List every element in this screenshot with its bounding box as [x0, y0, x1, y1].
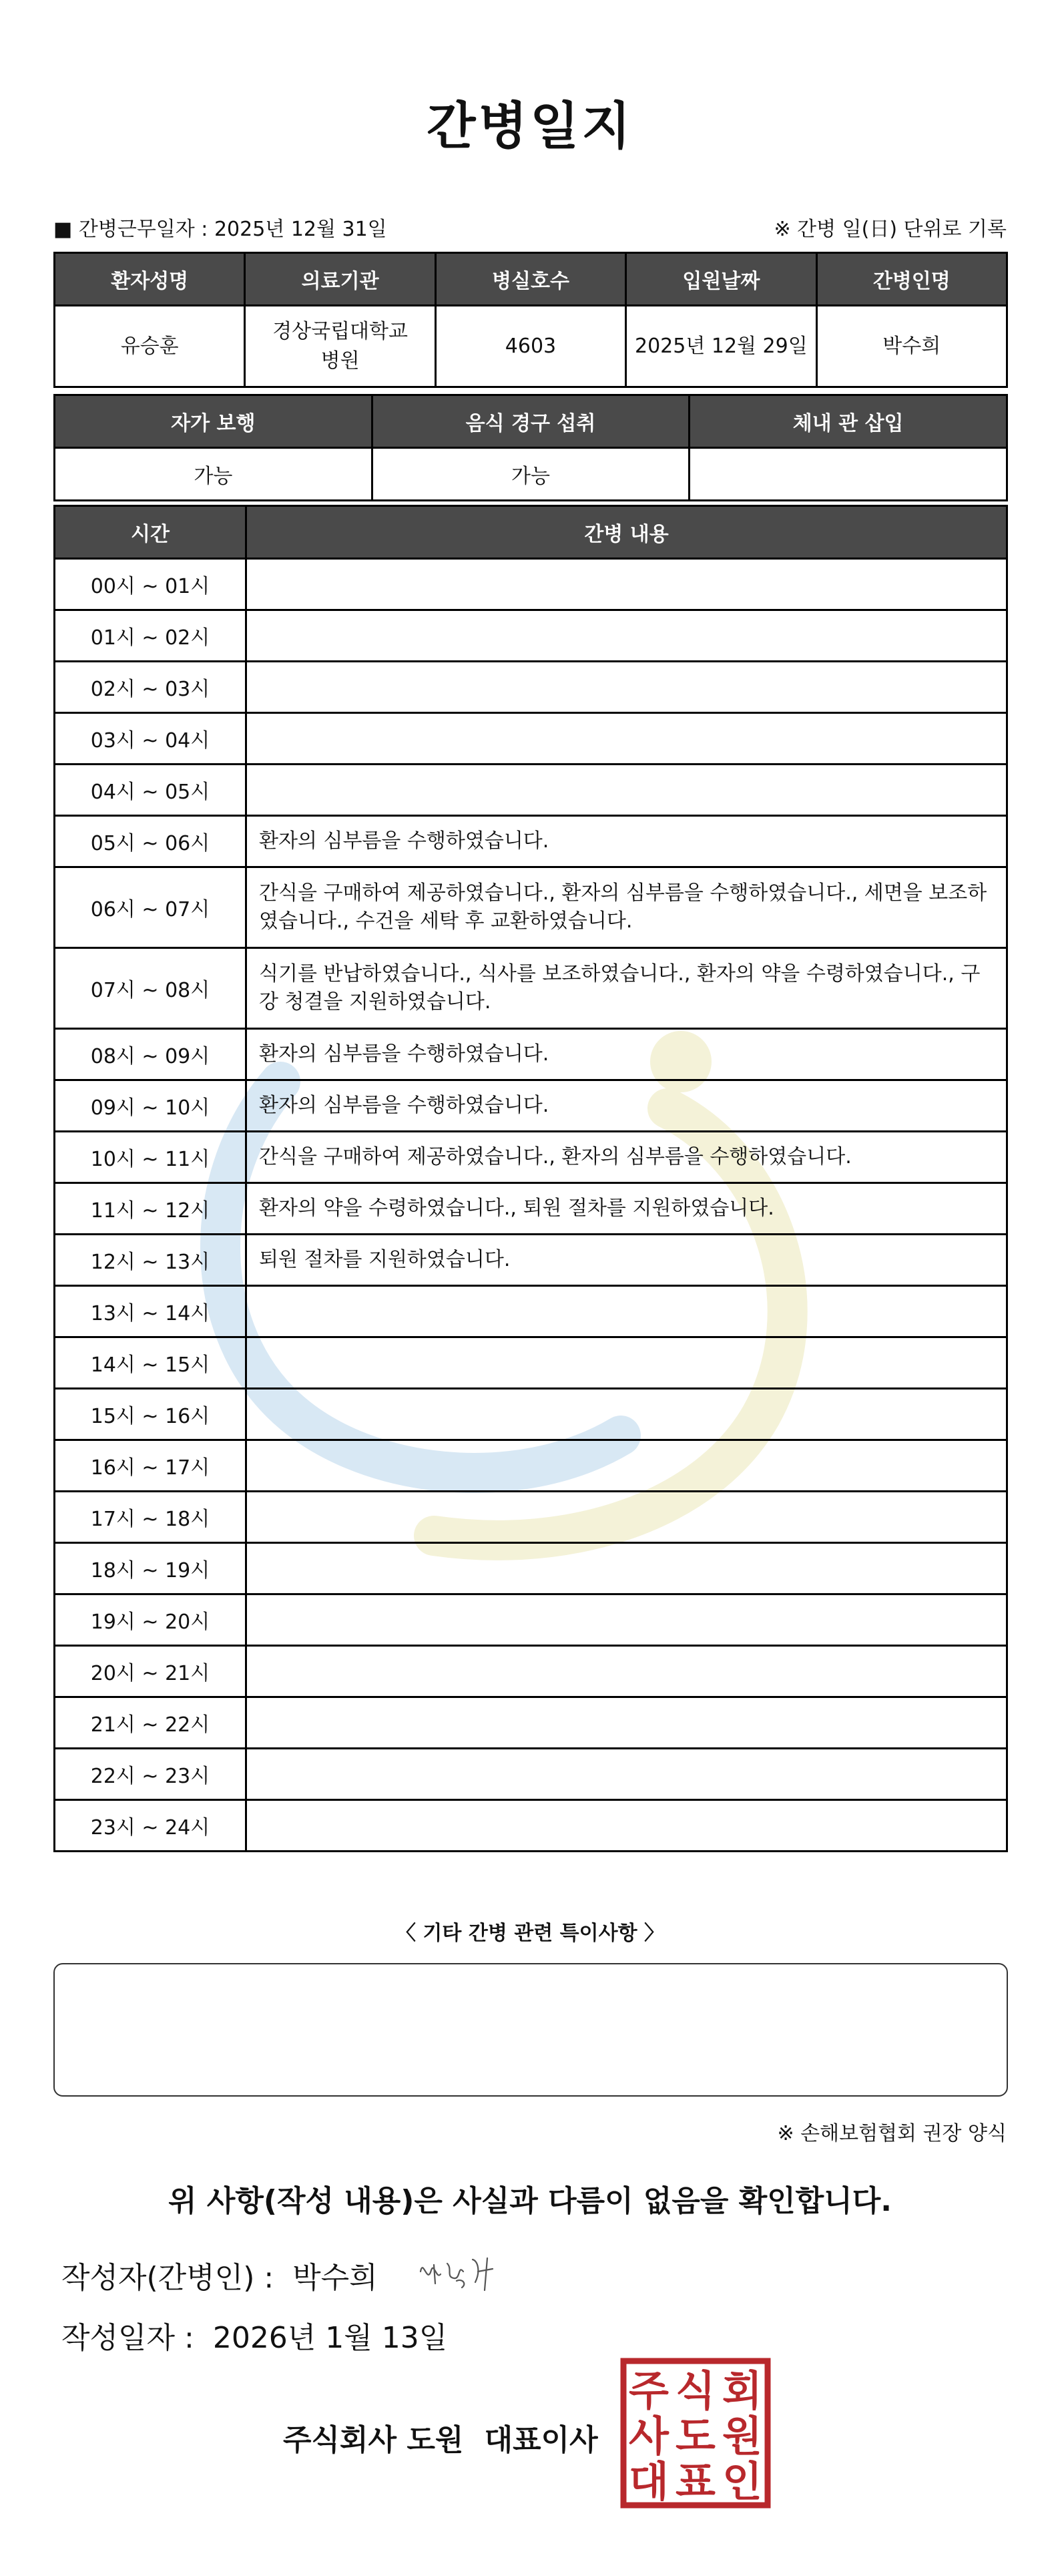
log-content — [246, 1594, 1007, 1646]
log-row — [55, 1235, 1007, 1286]
log-time: 02시 ~ 03시 — [55, 662, 246, 713]
writer-name: 박수희 — [292, 2261, 378, 2295]
log-row — [55, 1029, 1007, 1080]
log-row — [55, 610, 1007, 662]
write-date-line — [61, 2314, 457, 2356]
form-note: ※ 손해보험협회 권장 양식 — [777, 2122, 1007, 2145]
svg-text:도: 도 — [676, 2412, 716, 2460]
log-time: 20시 ~ 21시 — [55, 1646, 246, 1697]
log-content — [246, 1286, 1007, 1337]
tube-insertion-value — [690, 448, 1007, 501]
log-row — [55, 1440, 1007, 1492]
log-row — [55, 1132, 1007, 1183]
header-oral-intake: 음식 경구 섭취 — [372, 395, 690, 448]
log-row — [55, 1389, 1007, 1440]
patient-status-table — [53, 394, 1008, 501]
log-row — [55, 713, 1007, 765]
log-content — [246, 1440, 1007, 1492]
log-content: 간식을 구매하여 제공하였습니다., 환자의 심부름을 수행하였습니다. — [246, 1132, 1007, 1183]
svg-text:대: 대 — [629, 2457, 669, 2506]
writer-line — [61, 2253, 387, 2296]
admission-date: 2025년 12월 29일 — [626, 306, 816, 387]
log-row — [55, 1749, 1007, 1800]
log-time: 22시 ~ 23시 — [55, 1749, 246, 1800]
company-line — [283, 2416, 609, 2458]
log-time: 15시 ~ 16시 — [55, 1389, 246, 1440]
header-caregiver-name: 간병인명 — [816, 253, 1007, 306]
confirmation-statement: 위 사항(작성 내용)은 사실과 다름이 없음을 확인합니다. — [168, 2184, 892, 2218]
log-time: 10시 ~ 11시 — [55, 1132, 246, 1183]
log-row — [55, 1492, 1007, 1543]
log-content: 환자의 심부름을 수행하였습니다. — [246, 1080, 1007, 1132]
svg-text:원: 원 — [722, 2412, 762, 2460]
svg-text:주: 주 — [629, 2366, 669, 2415]
write-date-value: 2026년 1월 13일 — [212, 2321, 448, 2355]
log-row — [55, 1183, 1007, 1235]
record-unit-note: ※ 간병 일(日) 단위로 기록 — [774, 218, 1007, 241]
log-time: 09시 ~ 10시 — [55, 1080, 246, 1132]
work-date — [53, 212, 387, 242]
hospital-name: 경상국립대학교병원 — [245, 306, 435, 387]
log-time: 06시 ~ 07시 — [55, 867, 246, 948]
log-time: 19시 ~ 20시 — [55, 1594, 246, 1646]
oral-intake-value: 가능 — [372, 448, 690, 501]
log-row — [55, 1080, 1007, 1132]
svg-text:사: 사 — [629, 2412, 669, 2460]
svg-text:회: 회 — [722, 2366, 762, 2415]
svg-text:식: 식 — [676, 2366, 716, 2415]
log-time: 05시 ~ 06시 — [55, 816, 246, 867]
log-time: 16시 ~ 17시 — [55, 1440, 246, 1492]
room-number: 4603 — [435, 306, 625, 387]
header-admission-date: 입원날짜 — [626, 253, 816, 306]
log-row — [55, 1337, 1007, 1389]
handwritten-signature — [414, 2245, 507, 2298]
page-title: 간병일지 — [427, 96, 633, 156]
log-time: 00시 ~ 01시 — [55, 559, 246, 610]
log-time: 12시 ~ 13시 — [55, 1235, 246, 1286]
log-content: 식기를 반납하였습니다., 식사를 보조하였습니다., 환자의 약을 수령하였습니다., 구강 청결을 지원하였습니다. — [246, 948, 1007, 1029]
log-content: 환자의 심부름을 수행하였습니다. — [246, 1029, 1007, 1080]
special-notes-heading: 〈 기타 간병 관련 특이사항 〉 — [395, 1922, 665, 1945]
log-content — [246, 1492, 1007, 1543]
log-time: 07시 ~ 08시 — [55, 948, 246, 1029]
log-time: 21시 ~ 22시 — [55, 1697, 246, 1749]
patient-info-table — [53, 252, 1008, 388]
header-room-number: 병실호수 — [435, 253, 625, 306]
header-patient-name: 환자성명 — [55, 253, 245, 306]
log-time: 08시 ~ 09시 — [55, 1029, 246, 1080]
log-time: 14시 ~ 15시 — [55, 1337, 246, 1389]
header-time: 시간 — [55, 506, 246, 559]
log-content — [246, 559, 1007, 610]
log-time: 04시 ~ 05시 — [55, 765, 246, 816]
log-row — [55, 765, 1007, 816]
log-content — [246, 662, 1007, 713]
log-content — [246, 610, 1007, 662]
log-content — [246, 1749, 1007, 1800]
log-time: 03시 ~ 04시 — [55, 713, 246, 765]
log-content — [246, 1646, 1007, 1697]
log-row — [55, 867, 1007, 948]
log-row — [55, 1800, 1007, 1852]
log-row — [55, 662, 1007, 713]
log-row — [55, 816, 1007, 867]
log-content — [246, 1389, 1007, 1440]
special-notes-box — [53, 1963, 1008, 2097]
log-row — [55, 1543, 1007, 1594]
header-care-content: 간병 내용 — [246, 506, 1007, 559]
log-time: 13시 ~ 14시 — [55, 1286, 246, 1337]
header-hospital: 의료기관 — [245, 253, 435, 306]
write-date-label: 작성일자 : — [61, 2321, 194, 2355]
company-title: 대표이사 — [484, 2423, 598, 2457]
svg-text:인: 인 — [722, 2457, 762, 2506]
log-content — [246, 1800, 1007, 1852]
patient-name: 유승훈 — [55, 306, 245, 387]
log-content — [246, 713, 1007, 765]
log-content: 퇴원 절차를 지원하였습니다. — [246, 1235, 1007, 1286]
header-self-walking: 자가 보행 — [55, 395, 372, 448]
caregiver-name: 박수희 — [816, 306, 1007, 387]
care-log-table — [53, 505, 1008, 1852]
log-row — [55, 1646, 1007, 1697]
log-content — [246, 1697, 1007, 1749]
log-time: 23시 ~ 24시 — [55, 1800, 246, 1852]
log-content: 환자의 약을 수령하였습니다., 퇴원 절차를 지원하였습니다. — [246, 1183, 1007, 1235]
writer-label: 작성자(간병인) : — [61, 2261, 274, 2295]
log-content — [246, 765, 1007, 816]
log-time: 17시 ~ 18시 — [55, 1492, 246, 1543]
log-time: 01시 ~ 02시 — [55, 610, 246, 662]
log-row — [55, 1594, 1007, 1646]
log-row — [55, 1697, 1007, 1749]
log-row — [55, 559, 1007, 610]
work-date-label: ■ 간병근무일자 : — [53, 218, 208, 241]
work-date-value: 2025년 12월 31일 — [214, 218, 387, 241]
svg-text:표: 표 — [676, 2457, 716, 2506]
log-row — [55, 1286, 1007, 1337]
company-seal-stamp — [619, 2357, 772, 2509]
company-name: 주식회사 도원 — [283, 2423, 464, 2457]
header-tube-insertion: 체내 관 삽입 — [690, 395, 1007, 448]
self-walking-value: 가능 — [55, 448, 372, 501]
log-content — [246, 1337, 1007, 1389]
log-content: 간식을 구매하여 제공하였습니다., 환자의 심부름을 수행하였습니다., 세면을 보조하였습니다., 수건을 세탁 후 교환하였습니다. — [246, 867, 1007, 948]
log-time: 18시 ~ 19시 — [55, 1543, 246, 1594]
log-content: 환자의 심부름을 수행하였습니다. — [246, 816, 1007, 867]
log-row — [55, 948, 1007, 1029]
log-time: 11시 ~ 12시 — [55, 1183, 246, 1235]
log-content — [246, 1543, 1007, 1594]
